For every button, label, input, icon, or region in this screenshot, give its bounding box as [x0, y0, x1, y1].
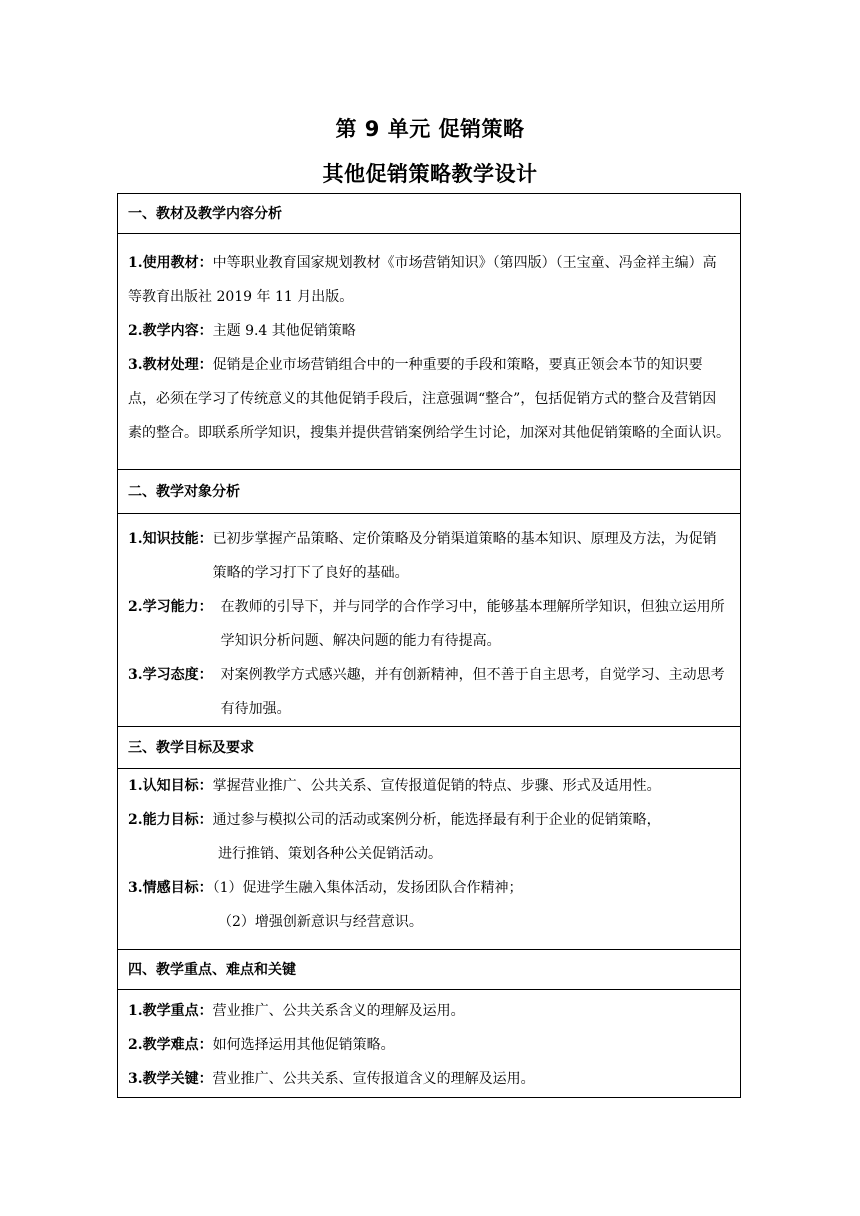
section-4-header-row	[118, 950, 741, 990]
list-item	[128, 1028, 730, 1062]
list-item	[128, 994, 730, 1028]
section-body	[118, 769, 741, 950]
section-3-body-row	[118, 769, 741, 950]
item-text: （1）促进学生融入集体活动，发扬团队合作精神；	[212, 880, 523, 896]
item-text: 如何选择运用其他促销策略。	[212, 1037, 395, 1053]
list-item	[128, 314, 730, 348]
list-item	[128, 246, 730, 314]
item-text: 营业推广、公共关系、宣传报道含义的理解及运用。	[212, 1071, 535, 1087]
section-1-header-row	[118, 194, 741, 234]
item-label: 3.情感目标：	[128, 880, 213, 896]
lesson-title: 其他促销策略教学设计	[322, 162, 538, 186]
item-text: 掌握营业推广、公共关系、宣传报道促销的特点、步骤、形式及适用性。	[212, 778, 661, 794]
item-text: 促销是企业市场营销组合中的一种重要的手段和策略，要真正领会本节的知识要点，必须在学习了传统意义的其他促销手段后，注意强调“整合”，包括促销方式的整合及营销因素的整合。即联系所学知识，搜集并提供营销案例给学生讨论，加深对其他促销策略的全面认识。	[128, 357, 730, 441]
teaching-design-table	[117, 193, 741, 1098]
list-item	[128, 769, 730, 803]
item-text: 在教师的引导下，并与同学的合作学习中，能够基本理解所学知识，但独立运用所学知识分析问题、解决问题的能力有待提高。	[220, 599, 725, 649]
item-label: 3.教材处理：	[128, 357, 213, 373]
item-text: 通过参与模拟公司的活动或案例分析，能选择最有利于企业的促销策略，	[212, 812, 661, 828]
item-text: 已初步掌握产品策略、定价策略及分销渠道策略的基本知识、原理及方法，为促销策略的学习打下了良好的基础。	[212, 531, 717, 581]
item-label: 2.能力目标：	[128, 812, 213, 828]
section-body	[118, 514, 741, 727]
list-item-continuation	[128, 905, 730, 939]
list-item	[128, 590, 730, 658]
item-label: 2.教学难点：	[128, 1037, 213, 1053]
section-heading: 四、教学重点、难点和关键	[118, 950, 741, 990]
item-label: 1.知识技能：	[128, 531, 213, 547]
section-3-header-row	[118, 727, 741, 769]
item-text: 对案例教学方式感兴趣，并有创新精神，但不善于自主思考，自觉学习、主动思考有待加强。	[220, 667, 725, 717]
list-item	[128, 803, 730, 837]
item-label: 2.教学内容：	[128, 323, 213, 339]
unit-title: 第 9 单元 促销策略	[335, 117, 525, 141]
item-text: 中等职业教育国家规划教材《市场营销知识》（第四版）（王宝童、冯金祥主编）高等教育出版社 2019 年 11 月出版。	[128, 255, 717, 305]
section-4-body-row	[118, 990, 741, 1098]
section-2-header-row	[118, 470, 741, 514]
item-text: 进行推销、策划各种公关促销活动。	[218, 846, 442, 862]
list-item-continuation	[128, 837, 730, 871]
section-heading: 三、教学目标及要求	[118, 727, 741, 769]
list-item	[128, 1062, 730, 1096]
item-label: 2.学习能力：	[128, 599, 213, 615]
item-label: 3.教学关键：	[128, 1071, 213, 1087]
section-1-body-row	[118, 234, 741, 470]
list-item	[128, 348, 730, 450]
section-body	[118, 990, 741, 1098]
item-label: 1.使用教材：	[128, 255, 213, 271]
section-heading: 二、教学对象分析	[118, 470, 741, 514]
list-item	[128, 871, 730, 905]
list-item	[128, 658, 730, 726]
item-text: 营业推广、公共关系含义的理解及运用。	[212, 1003, 465, 1019]
item-text: 主题 9.4 其他促销策略	[212, 323, 356, 339]
section-heading: 一、教材及教学内容分析	[118, 194, 741, 234]
list-item	[128, 522, 730, 590]
section-2-body-row	[118, 514, 741, 727]
item-label: 1.认知目标：	[128, 778, 213, 794]
item-label: 1.教学重点：	[128, 1003, 213, 1019]
item-text: （2）增强创新意识与经营意识。	[218, 914, 423, 930]
section-body	[118, 234, 741, 470]
item-label: 3.学习态度：	[128, 667, 213, 683]
